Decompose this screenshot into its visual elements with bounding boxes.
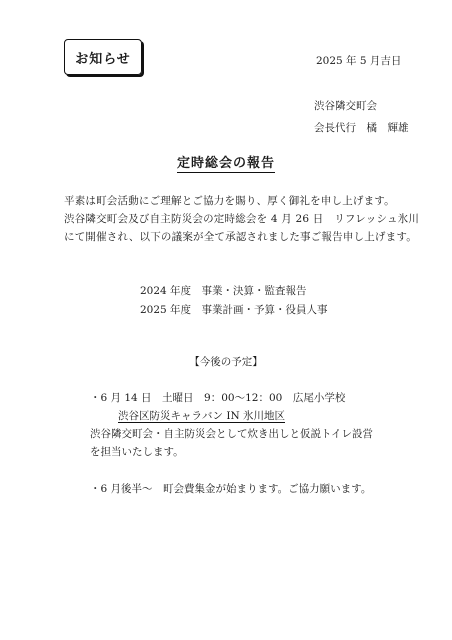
organization-name: 渋谷隣交町会: [314, 100, 377, 112]
document-title: 定時総会の報告: [176, 156, 275, 171]
body-line-3: にて開催され、以下の議案が全て承認されました事ご報告申し上げます。: [64, 231, 417, 243]
representative-name: 会長代行 橘 輝雄: [314, 122, 409, 134]
future-schedule-heading: 【今後の予定】: [189, 356, 263, 368]
notice-label: お知らせ: [64, 39, 142, 75]
body-line-1: 平素は町会活動にご理解とご協力を賜り、厚く御礼を申し上げます。: [64, 195, 395, 207]
agenda-item-2: 2025 年度 事業計画・予算・役員人事: [140, 304, 328, 316]
schedule-item-2: ・6 月後半～ 町会費集金が始まります。ご協力願います。: [90, 483, 372, 495]
document-title-wrap: [0, 152, 452, 171]
document-date: 2025 年 5 月吉日: [316, 55, 402, 67]
agenda-item-1: 2024 年度 事業・決算・監査報告: [140, 285, 307, 297]
schedule-item-1-desc-2: を担当いたします。: [90, 446, 184, 458]
body-line-2: 渋谷隣交町会及び自主防災会の定時総会を 4 月 26 日 リフレッシュ氷川: [64, 213, 420, 225]
schedule-item-1-desc-1: 渋谷隣交町会・自主防災会として炊き出しと仮説トイレ設営: [90, 428, 373, 440]
schedule-item-1-event-wrap: [118, 408, 285, 423]
schedule-item-1: ・6 月 14 日 土曜日 9：00～12：00 広尾小学校: [90, 392, 346, 404]
schedule-item-1-event: 渋谷区防災キャラバン IN 氷川地区: [118, 410, 286, 422]
